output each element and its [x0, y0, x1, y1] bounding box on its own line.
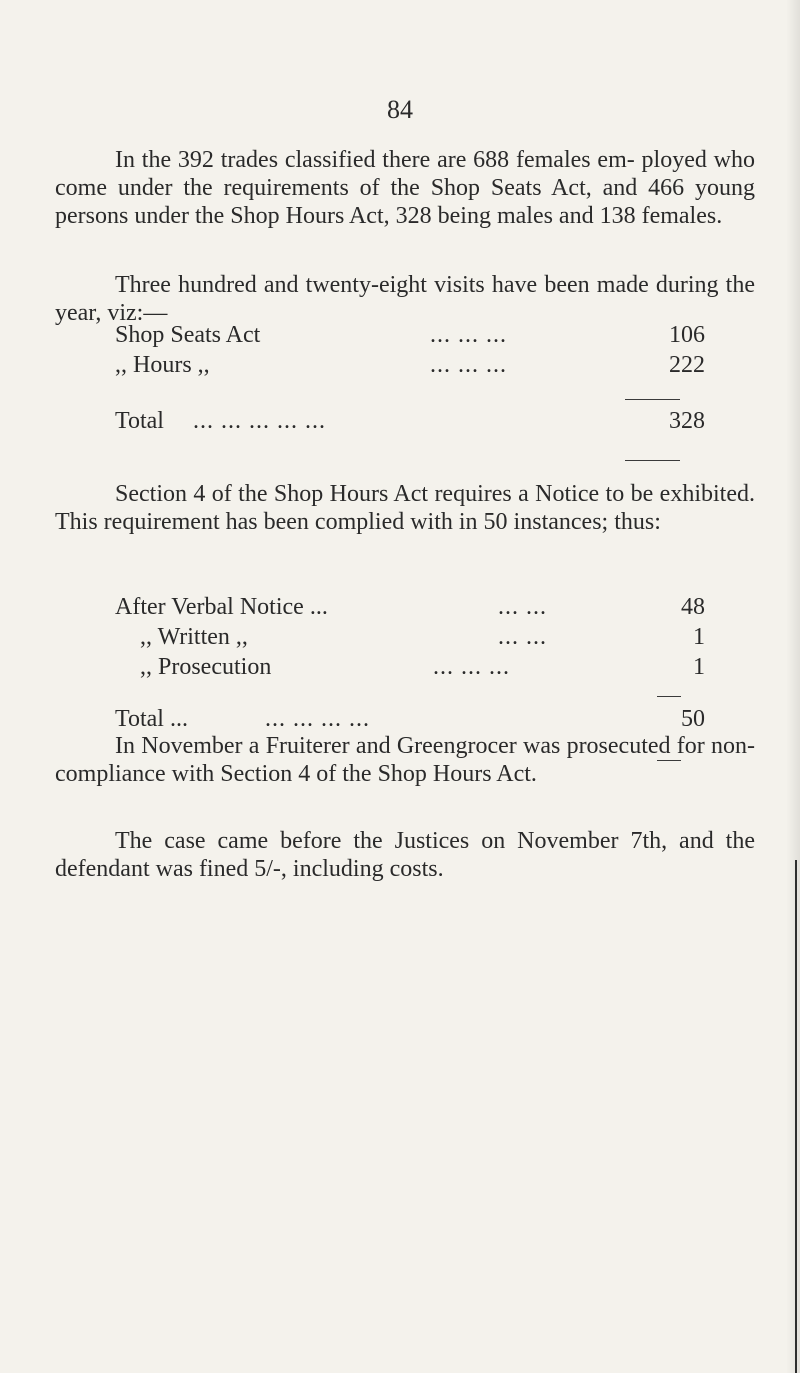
paragraph-visits	[55, 271, 755, 327]
paragraph-case	[55, 827, 755, 883]
page-edge-line	[795, 860, 797, 1373]
table-total-row	[115, 408, 705, 438]
total-label: Total	[115, 408, 164, 434]
paragraph-trades-text: In the 392 trades classified there are 688 females em- ployed who come under the requirements of the Shop Seats Act, and 466 young persons under the Shop Hours Act, 328 being males and 138 females.	[55, 147, 755, 229]
paragraph-prosecution	[55, 732, 755, 788]
table-row	[115, 322, 705, 352]
row-leader-dots: ... ... ...	[433, 654, 510, 680]
paragraph-case-text: The case came before the Justices on November 7th, and the defendant was fined 5/-, including costs.	[55, 828, 755, 882]
row-leader-dots: ... ...	[498, 624, 547, 650]
row-value: 1	[693, 624, 705, 650]
subtotal-rule	[625, 399, 680, 400]
row-label: ,, Hours ,,	[115, 352, 210, 378]
total-value: 50	[681, 706, 705, 732]
row-label: Shop Seats Act	[115, 322, 261, 348]
row-value: 222	[669, 352, 705, 378]
row-leader-dots: ... ... ... ...	[265, 706, 370, 732]
visits-table	[115, 322, 705, 492]
row-value: 1	[693, 654, 705, 680]
total-rule	[625, 460, 680, 461]
row-label: ,, Prosecution	[140, 654, 272, 680]
row-label: After Verbal Notice ...	[115, 594, 328, 620]
paragraph-section4-text: Section 4 of the Shop Hours Act requires a Notice to be exhibited. This requirement has been complied with in 50 instances; thus:	[55, 481, 755, 535]
row-value: 106	[669, 322, 705, 348]
table-row	[115, 624, 705, 654]
paragraph-visits-text: Three hundred and twenty-eight visits have been made during the year, viz:—	[55, 272, 755, 326]
table-row	[115, 654, 705, 684]
paragraph-prosecution-text: In November a Fruiterer and Greengrocer was prosecuted for non-compliance with Section 4 of the Shop Hours Act.	[55, 733, 755, 787]
row-label: ,, Written ,,	[140, 624, 248, 650]
row-leader-dots: ... ... ...	[430, 322, 507, 348]
total-value: 328	[669, 408, 705, 434]
row-value: 48	[681, 594, 705, 620]
row-leader-dots: ... ... ...	[430, 352, 507, 378]
table-row	[115, 352, 705, 382]
table-row	[115, 594, 705, 624]
page-number: 84	[387, 95, 413, 124]
row-leader-dots: ... ... ... ... ...	[193, 408, 326, 434]
subtotal-rule	[657, 696, 681, 697]
row-leader-dots: ... ...	[498, 594, 547, 620]
paragraph-section4	[55, 480, 755, 536]
page-edge-shadow	[786, 0, 800, 1373]
paragraph-trades	[55, 146, 755, 230]
total-label: Total ...	[115, 706, 188, 732]
